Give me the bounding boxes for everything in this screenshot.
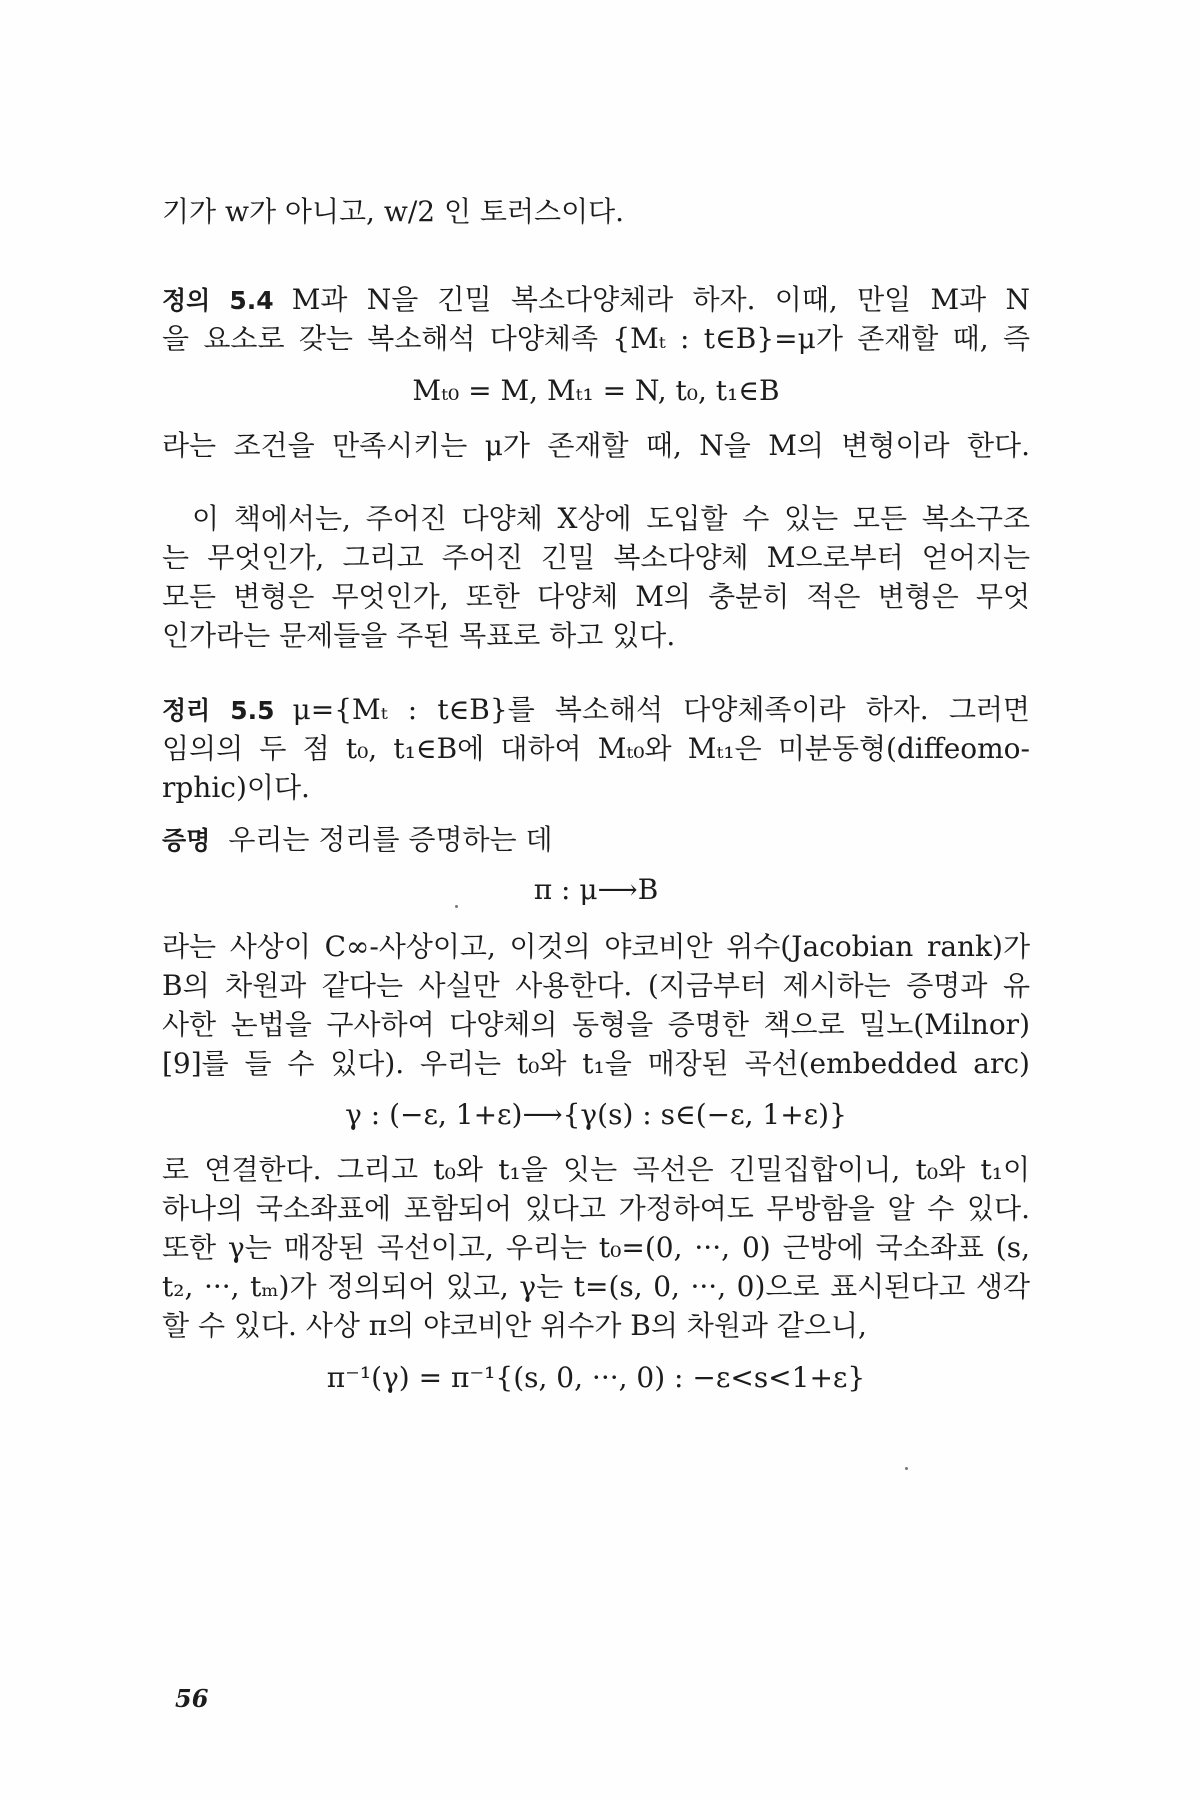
text-line-20: 로 연결한다. 그리고 t₀와 t₁을 잇는 곡선은 긴밀집합이니, t₀와 t₁이 xyxy=(162,1153,1030,1186)
text-line-15: 라는 사상이 C∞-사상이고, 이것의 야코비안 위수(Jacobian rank)가 xyxy=(162,930,1030,963)
text-line-6: 이 책에서는, 주어진 다양체 X상에 도입할 수 있는 모든 복소구조 xyxy=(192,502,1030,535)
proof-line xyxy=(162,823,1030,858)
text-line-22: 또한 γ는 매장된 곡선이고, 우리는 t₀=(0, ···, 0) 근방에 국소좌표 (s, xyxy=(162,1231,1030,1264)
equation-2: π : μ⟶B xyxy=(533,873,659,906)
theorem-5-5-line xyxy=(162,693,1030,728)
proof-text: 우리는 정리를 증명하는 데 xyxy=(228,823,553,856)
equation-3: γ : (−ε, 1+ε)⟶{γ(s) : s∈(−ε, 1+ε)} xyxy=(345,1098,847,1131)
definition-text: M과 N을 긴밀 복소다양체라 하자. 이때, 만일 M과 N xyxy=(291,283,1030,316)
text-line-24: 할 수 있다. 사상 π의 야코비안 위수가 B의 차원과 같으니, xyxy=(162,1309,867,1342)
equation-1: Mₜ₀ = M, Mₜ₁ = N, t₀, t₁∈B xyxy=(412,374,780,407)
text-line-18: [9]를 들 수 있다). 우리는 t₀와 t₁을 매장된 곡선(embedded arc) xyxy=(162,1047,1030,1080)
text-line-5: 라는 조건을 만족시키는 μ가 존재할 때, N을 M의 변형이라 한다. xyxy=(162,429,1030,462)
text-line-8: 모든 변형은 무엇인가, 또한 다양체 M의 충분히 적은 변형은 무엇 xyxy=(162,580,1030,613)
scan-speck xyxy=(455,905,458,908)
theorem-label: 정리 5.5 xyxy=(162,696,275,725)
scan-speck xyxy=(905,1467,908,1470)
page-number: 56 xyxy=(175,1684,209,1713)
text-line-16: B의 차원과 같다는 사실만 사용한다. (지금부터 제시하는 증명과 유 xyxy=(162,969,1030,1002)
definition-5-4-line xyxy=(162,283,1030,318)
proof-label: 증명 xyxy=(162,826,211,855)
text-line-1: 기가 w가 아니고, w/2 인 토러스이다. xyxy=(162,195,625,228)
text-line-7: 는 무엇인가, 그리고 주어진 긴밀 복소다양체 M으로부터 얻어지는 xyxy=(162,541,1030,574)
text-line-17: 사한 논법을 구사하여 다양체의 동형을 증명한 책으로 밀노(Milnor) xyxy=(162,1008,1030,1041)
text-line-12: rphic)이다. xyxy=(162,771,310,804)
equation-4: π⁻¹(γ) = π⁻¹{(s, 0, ···, 0) : −ε<s<1+ε} xyxy=(326,1361,866,1394)
text-line-11: 임의의 두 점 t₀, t₁∈B에 대하여 Mₜ₀와 Mₜ₁은 미분동형(diffeomo- xyxy=(162,732,1030,765)
text-line-9: 인가라는 문제들을 주된 목표로 하고 있다. xyxy=(162,619,676,652)
theorem-text: μ={Mₜ : t∈B}를 복소해석 다양체족이라 하자. 그러면 xyxy=(292,693,1030,726)
text-line-23: t₂, ···, tₘ)가 정의되어 있고, γ는 t=(s, 0, ···, 0)으로 표시된다고 생각 xyxy=(162,1270,1030,1303)
text-line-3: 을 요소로 갖는 복소해석 다양체족 {Mₜ : t∈B}=μ가 존재할 때, 즉 xyxy=(162,322,1030,355)
definition-label: 정의 5.4 xyxy=(162,286,274,315)
text-line-21: 하나의 국소좌표에 포함되어 있다고 가정하여도 무방함을 알 수 있다. xyxy=(162,1192,1030,1225)
